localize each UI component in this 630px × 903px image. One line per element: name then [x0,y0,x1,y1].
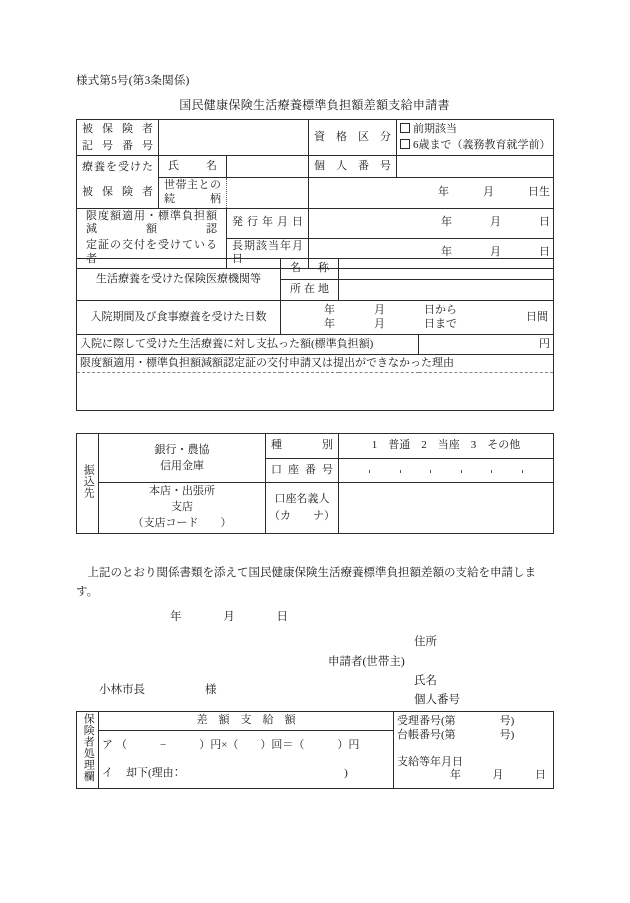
from-month-label: 月 [374,303,385,316]
table-row [77,178,554,209]
transfer-section-label: 振込先 [77,434,99,534]
hospital-period-label: 入院期間及び食事療養を受けた日数 [77,301,281,335]
payment-year-label: 年 [450,769,461,782]
branch-line3: （支店コード ） [132,516,232,529]
checkbox-label-under6: 6歳まで（義務教育就学前） [413,138,551,151]
line-a-marker: ア [102,739,113,752]
from-day-label: 日から [424,303,457,316]
paid-amount-field[interactable] [419,335,554,355]
application-day-label: 日 [276,611,288,623]
branch-name-field[interactable] [99,483,266,534]
longterm-year-label: 年 [441,246,452,259]
branch-line2: 支店 [171,500,193,513]
bank-name-field[interactable] [99,434,266,483]
form-number: 様式第5号(第3条関係) [76,75,190,87]
name-label: 氏 名 [159,156,227,178]
from-year-label: 年 [324,303,335,316]
issue-month-label: 月 [490,216,501,229]
line-a-formula: （ − ）円×（ ）回＝（ ）円 [116,739,360,752]
insured-number-label [77,120,159,156]
account-holder-label-line1: 口座名義人 [274,493,330,506]
longterm-day-label: 日 [539,246,550,259]
reason-label: 限度額適用・標準負担額減額認定証の交付申請又は提出ができなかった理由 [77,355,554,373]
payment-day-label: 日 [535,769,546,782]
hospital-period-field[interactable] [281,301,554,335]
issue-date-field[interactable] [309,208,554,238]
institution-label: 生活療養を受けた保険医療機関等 [77,259,281,301]
insured-person-table [76,119,554,269]
declaration-text: 上記のとおり関係書類を添えて国民健康保険生活療養標準負担額差額の支給を申請します。 [76,567,536,598]
yen-unit-label: 円 [539,337,550,350]
office-line-b[interactable] [99,761,394,789]
addressee-honorific: 様 [205,684,217,696]
office-use-table [76,711,554,789]
office-right-column [394,712,554,789]
application-month-label: 月 [223,611,235,623]
table-row [77,301,554,335]
addressee-mayor: 小林市長 [99,684,145,696]
branch-line1: 本店・出張所 [149,485,215,497]
qualification-label: 資 格 区 分 [309,120,397,156]
longterm-date-label: 長期該当年月日 [227,238,309,269]
issue-date-label: 発 行 年 月 日 [227,208,309,238]
birth-month-label: 月 [483,185,494,198]
treated-insured-label [77,156,159,178]
table-row [77,434,554,459]
insured-number-label-line2: 記 号 番 号 [82,139,153,152]
account-type-options[interactable]: 1 普通 2 当座 3 その他 [339,434,554,459]
application-date-line[interactable] [170,608,288,624]
relation-label: 世帯主との続柄 [159,178,227,209]
institution-name-field[interactable] [339,259,554,280]
account-type-label: 種 別 [266,434,339,459]
account-holder-label [266,483,339,534]
applicant-name-label: 氏名 [414,675,437,687]
birthdate-line [438,186,550,198]
checkbox-row-zenki[interactable] [400,122,550,138]
bank-name-line2: 信用金庫 [160,460,204,472]
table-row [77,712,554,731]
table-row [77,156,554,178]
birth-year-label: 年 [438,185,449,198]
limit-cert-label-line1: 限度額適用・標準負担額減額認 [86,209,217,236]
application-year-label: 年 [170,611,182,623]
applicant-label: 申請者(世帯主) [328,656,405,668]
table-row [77,208,554,238]
to-month-label: 月 [374,317,385,330]
qualification-choices [397,120,554,156]
mynumber-label: 個 人 番 号 [309,156,397,178]
bank-transfer-table [76,433,554,534]
account-holder-field[interactable] [339,483,554,534]
table-row [77,335,554,355]
mynumber-field[interactable] [397,156,554,178]
treated-insured-label-line2: 被 保 険 者 [82,185,153,198]
relation-field[interactable] [227,178,309,209]
issue-year-label: 年 [441,216,452,229]
birth-day-label: 日生 [528,185,550,198]
days-unit-label: 日間 [526,310,548,323]
checkbox-icon[interactable] [400,139,410,149]
institution-address-field[interactable] [339,280,554,301]
payment-date-label: 支給等年月日 [397,755,463,768]
to-year-label: 年 [324,317,335,330]
office-line-a[interactable] [99,731,394,761]
insured-number-label-line1: 被 保 険 者 [82,123,153,135]
longterm-month-label: 月 [490,246,501,259]
table-row [77,483,554,534]
institution-table [76,258,554,411]
issue-day-label: 日 [539,216,550,229]
office-section-label: 保険者処理欄 [77,712,99,789]
bank-name-line1: 銀行・農協 [154,443,210,456]
account-number-label: 口 座 番 号 [266,459,339,483]
treated-insured-label-cont [77,178,159,209]
applicant-address-label: 住所 [414,636,437,648]
institution-address-label: 所 在 地 [281,280,339,301]
insured-number-field[interactable] [159,120,309,156]
payment-month-label: 月 [492,769,504,782]
line-b-marker: イ [102,767,113,780]
name-field[interactable] [227,156,309,178]
paid-amount-label: 入院に際して受けた生活療養に対し支払った額(標準負担額) [77,335,419,355]
checkbox-label-zenki: 前期該当 [413,122,457,135]
limit-cert-label-line2: 定証の交付を受けている者 [86,239,217,265]
account-holder-label-line2: （カ ナ） [269,509,335,522]
applicant-mynumber-label: 個人番号 [414,694,460,706]
difference-amount-header: 差 額 支 給 額 [99,712,394,731]
limit-cert-label [77,208,227,238]
checkbox-icon[interactable] [400,123,410,133]
to-day-label: 日まで [424,317,457,330]
table-row [77,355,554,373]
birthdate-field[interactable] [309,178,554,209]
account-number-field[interactable] [339,459,554,483]
treated-insured-label-line1: 療養を受けた [82,160,153,173]
page-title: 国民健康保険生活療養標準負担額差額支給申請書 [179,98,450,112]
ledger-number-label[interactable]: 台帳番号(第 号) [397,728,515,741]
table-row [77,373,554,411]
checkbox-row-under6[interactable] [400,138,550,154]
institution-name-label: 名 称 [281,259,339,280]
table-row [77,120,554,156]
payment-date-field[interactable] [397,769,550,783]
line-b-text: 却下(理由： ) [126,767,348,780]
table-row [77,259,554,280]
reason-field[interactable] [77,373,554,411]
receipt-number-label[interactable]: 受理番号(第 号) [397,715,515,727]
